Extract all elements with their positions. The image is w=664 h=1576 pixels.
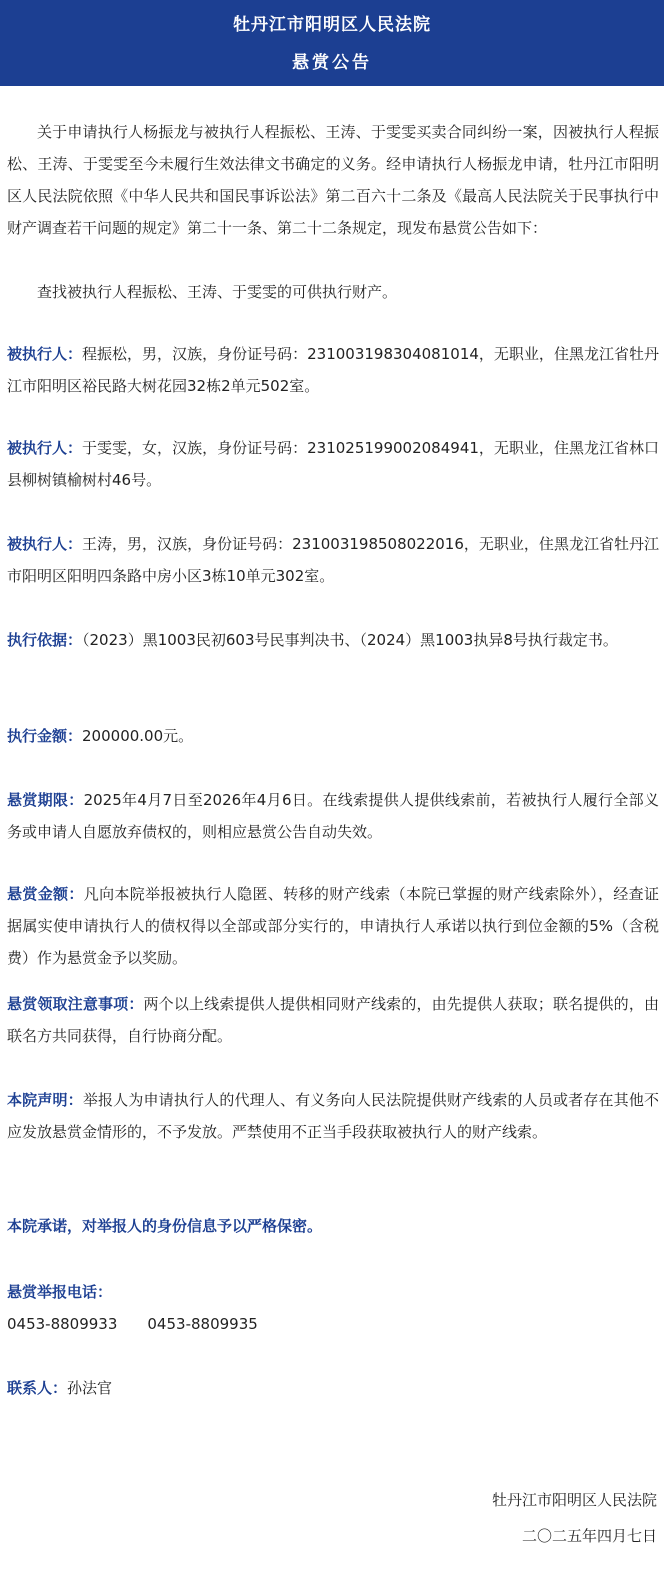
court-name: 牡丹江市阳明区人民法院 xyxy=(233,15,431,35)
signature-date: 二〇二五年四月七日 xyxy=(521,1527,657,1545)
defendant-2 xyxy=(7,432,659,496)
defendant-1-label: 被执行人： xyxy=(7,345,83,363)
intro-paragraph: 关于申请执行人杨振龙与被执行人程振松、王涛、于雯雯买卖合同纠纷一案，因被执行人程振松、王涛、于雯雯至今未履行生效法律文书确定的义务。经申请执行人杨振龙申请，牡丹江市阳明区人民法院依照《中华人民共和国民事诉讼法》第二百六十二条及《最高人民法院关于民事执行中财产调查若干问题的规定》第二十一条、第二十二条规定，现发布悬赏公告如下： xyxy=(7,123,659,237)
signature-court: 牡丹江市阳明区人民法院 xyxy=(491,1491,657,1509)
header-banner xyxy=(0,0,664,86)
reward-period xyxy=(7,784,659,848)
contact-text: 孙法官 xyxy=(67,1379,113,1397)
defendant-2-text: 于雯雯，女，汉族，身份证号码：231025199002084941，无职业，住黑龙江省林口县柳树镇榆树村46号。 xyxy=(7,439,659,489)
court-statement xyxy=(7,1084,659,1148)
period-label: 悬赏期限： xyxy=(7,791,84,809)
basis-label: 执行依据： xyxy=(7,631,83,649)
execution-basis xyxy=(7,624,659,656)
basis-text: （2023）黑1003民初603号民事判决书、（2024）黑1003执异8号执行裁定书。 xyxy=(82,631,618,649)
notice-title: 悬赏公告 xyxy=(292,53,372,73)
hotline-phones: 0453-8809933 0453-8809935 xyxy=(7,1315,258,1333)
defendant-1 xyxy=(7,338,659,402)
reward-amount xyxy=(7,878,659,974)
reward-label: 悬赏金额： xyxy=(7,885,84,903)
notice-label: 悬赏领取注意事项： xyxy=(7,995,144,1013)
contact-label: 联系人： xyxy=(7,1379,68,1397)
hotline-label-text: 悬赏举报电话： xyxy=(7,1283,113,1301)
statement-text: 举报人为申请执行人的代理人、有义务向人民法院提供财产线索的人员或者存在其他不应发放悬赏金情形的，不予发放。严禁使用不正当手段获取被执行人的财产线索。 xyxy=(7,1091,659,1141)
reward-text: 凡向本院举报被执行人隐匿、转移的财产线索（本院已掌握的财产线索除外），经查证据属实使申请执行人的债权得以全部或部分实行的，申请执行人承诺以执行到位金额的5%（含税费）作为悬赏金予以奖励。 xyxy=(7,885,659,967)
notice-text: 两个以上线索提供人提供相同财产线索的，由先提供人获取；联名提供的，由联名方共同获得，自行协商分配。 xyxy=(7,995,659,1045)
defendant-3-text: 王涛，男，汉族，身份证号码：231003198508022016，无职业，住黑龙江省牡丹江市阳明区阳明四条路中房小区3栋10单元302室。 xyxy=(7,535,659,585)
hotline-label xyxy=(7,1276,659,1308)
contact-person xyxy=(7,1372,659,1404)
amount-text: 200000.00元。 xyxy=(82,727,194,745)
intro-paragraph-2: 查找被执行人程振松、王涛、于雯雯的可供执行财产。 xyxy=(37,283,398,301)
defendant-3-label: 被执行人： xyxy=(7,535,83,553)
period-text: 2025年4月7日至2026年4月6日。在线索提供人提供线索前，若被执行人履行全部义务或申请人自愿放弃债权的，则相应悬赏公告自动失效。 xyxy=(7,791,659,841)
statement-label: 本院声明： xyxy=(7,1091,83,1109)
execution-amount xyxy=(7,720,659,752)
amount-label: 执行金额： xyxy=(7,727,83,745)
defendant-3 xyxy=(7,528,659,592)
defendant-1-text: 程振松，男，汉族，身份证号码：231003198304081014，无职业，住黑龙江省牡丹江市阳明区裕民路大树花园32栋2单元502室。 xyxy=(7,345,659,395)
claim-notice xyxy=(7,988,659,1052)
defendant-2-label: 被执行人： xyxy=(7,439,83,457)
court-promise: 本院承诺，对举报人的身份信息予以严格保密。 xyxy=(7,1217,323,1235)
